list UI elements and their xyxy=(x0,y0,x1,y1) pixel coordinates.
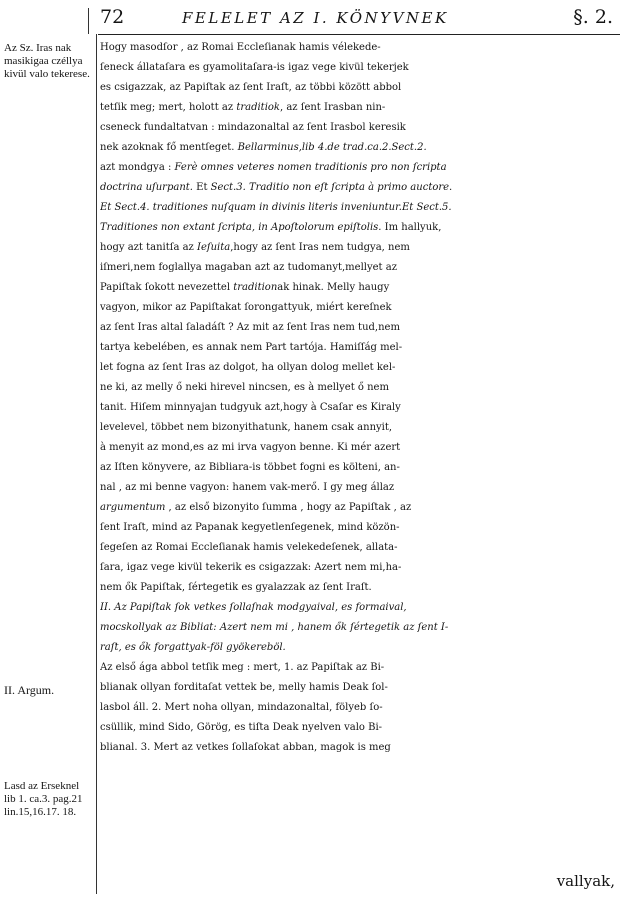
italic-span: mocskollyak az Bibliat: Azert nem mi , hanem ők ſértegetik az ſent I- xyxy=(100,622,449,633)
text-line xyxy=(100,198,622,218)
text-line xyxy=(100,178,622,198)
body-text xyxy=(100,38,622,758)
text-line xyxy=(100,638,622,658)
text-line xyxy=(100,338,622,358)
running-header xyxy=(0,6,625,32)
text-line xyxy=(100,58,622,78)
text-span: , az első bizonyito ſumma , hogy az Papiſtak , az xyxy=(165,502,412,513)
text-span: , az ſent Irasban nin- xyxy=(279,102,386,113)
text-span: à menyit az mond,es az mi irva vagyon benne. Ki mér azert xyxy=(100,442,401,453)
text-span: Papiſtak ſokott nevezettel xyxy=(100,282,234,293)
text-span: blianak ollyan forditaſat vettek be, melly hamis Deak ſol- xyxy=(100,682,388,693)
margin-note: Az Sz. Iras nak masikigaa czéllya kivül valo tekerese. xyxy=(4,42,90,80)
text-span: tartya kebelében, es annak nem Part tartója. Hamiſſág mel- xyxy=(100,342,403,353)
text-line xyxy=(100,478,622,498)
italic-span: Traditiones non extant ſcripta, in Apoſtolorum epiſtolis. xyxy=(100,222,382,233)
text-line xyxy=(100,298,622,318)
text-span: cseneck fundaltatvan : mindazonaltal az ſent Irasbol keresik xyxy=(100,122,406,133)
text-span: ak hinak. Melly haugy xyxy=(277,282,390,293)
catchword: vallyak, xyxy=(556,872,615,890)
header-rule xyxy=(98,34,620,35)
text-line xyxy=(100,418,622,438)
italic-span: Et Sect.4. traditiones nuſquam in divinis literis inveniuntur.Et Sect.5. xyxy=(100,202,452,213)
text-line xyxy=(100,598,622,618)
text-line xyxy=(100,138,622,158)
italic-span: Sect.3. Traditio non eſt ſcripta à primo auctore. xyxy=(210,182,453,193)
page-number: 72 xyxy=(100,6,125,28)
text-line xyxy=(100,378,622,398)
text-span: Et xyxy=(196,182,211,193)
text-line xyxy=(100,318,622,338)
text-span: ſegeſen az Romai Eccleſianak hamis velekedeſenek, allata- xyxy=(100,542,398,553)
text-span: csüllik, mind Sido, Görög, es tiſta Deak nyelven valo Bi- xyxy=(100,722,383,733)
text-line xyxy=(100,218,622,238)
text-span: az ſent Iras altal ſaladáſt ? Az mit az ſent Iras nem tud,nem xyxy=(100,322,400,333)
text-line xyxy=(100,398,622,418)
text-line xyxy=(100,118,622,138)
text-span: azt mondgya : xyxy=(100,162,175,173)
text-line xyxy=(100,498,622,518)
italic-span: raſt, es ők forgattyak-föl gyökereböl. xyxy=(100,642,286,653)
italic-span: argumentum xyxy=(100,502,166,513)
text-span: Hogy masodſor , az Romai Eccleſianak hamis vélekede- xyxy=(100,42,381,53)
text-line xyxy=(100,78,622,98)
text-line xyxy=(100,278,622,298)
text-line xyxy=(100,38,622,58)
header-rule-tick xyxy=(88,8,89,34)
text-line xyxy=(100,658,622,678)
text-line xyxy=(100,438,622,458)
text-span: nem ők Papiſtak, ſértegetik es gyalazzak az ſent Iraſt. xyxy=(100,582,372,593)
italic-span: doctrina uſurpant. xyxy=(100,182,197,193)
text-line xyxy=(100,98,622,118)
text-span: hogy azt tanitſa az xyxy=(100,242,198,253)
text-line xyxy=(100,518,622,538)
text-line xyxy=(100,538,622,558)
text-span: ſeneck állataſara es gyamolitaſara-is igaz vege kivül tekerjek xyxy=(100,62,409,73)
section-mark: §. 2. xyxy=(573,6,613,28)
margin-note: Lasd az Erseknel lib 1. ca.3. pag.21 lin.15,16.17. 18. xyxy=(4,780,83,818)
text-line xyxy=(100,358,622,378)
text-span: vagyon, mikor az Papiſtakat ſorongattyuk, miért kereſnek xyxy=(100,302,392,313)
text-line xyxy=(100,558,622,578)
running-title: FELELET AZ I. KÖNYVNEK xyxy=(182,9,449,27)
text-line xyxy=(100,158,622,178)
text-span: ne ki, az melly ő neki hirevel nincsen, es à mellyet ő nem xyxy=(100,382,389,393)
text-line xyxy=(100,578,622,598)
text-span: blianal. 3. Mert az vetkes ſollaſokat abban, magok is meg xyxy=(100,742,391,753)
italic-span: II. Az Papiſtak ſok vetkes ſollaſnak modgyaival, es formaival, xyxy=(100,602,407,613)
text-line xyxy=(100,718,622,738)
italic-span: Ferè omnes veteres nomen traditionis pro non ſcripta xyxy=(174,162,447,173)
text-span: iſmeri,nem foglallya magaban azt az tudomanyt,mellyet az xyxy=(100,262,397,273)
italic-span: Bellarminus,lib 4.de trad.ca.2.Sect.2. xyxy=(237,142,427,153)
text-line xyxy=(100,458,622,478)
italic-span: traditiok xyxy=(236,102,280,113)
text-span: ,hogy az ſent Iras nem tudgya, nem xyxy=(230,242,410,253)
text-span: az Iſten könyvere, az Bibliara-is többet fogni es költeni, an- xyxy=(100,462,400,473)
text-span: nek azoknak fő mentſeget. xyxy=(100,142,238,153)
margin-rule xyxy=(96,34,97,894)
text-span: es csigazzak, az Papiſtak az ſent Iraſt, az többi között abbol xyxy=(100,82,402,93)
text-span: Az első ága abbol tetſik meg : mert, 1. az Papiſtak az Bi- xyxy=(100,662,385,673)
text-line xyxy=(100,238,622,258)
text-span: lasbol áll. 2. Mert noha ollyan, mindazonaltal, fölyeb ſo- xyxy=(100,702,383,713)
text-span: levelevel, többet nem bizonyithatunk, hanem csak annyit, xyxy=(100,422,393,433)
text-line xyxy=(100,698,622,718)
text-line xyxy=(100,258,622,278)
text-span: tetſik meg; mert, holott az xyxy=(100,102,237,113)
italic-span: Ieſuita xyxy=(197,242,231,253)
italic-span: tradition xyxy=(233,282,278,293)
text-span: ſent Iraſt, mind az Papanak kegyetlenſegenek, mind közön- xyxy=(100,522,400,533)
margin-note: II. Argum. xyxy=(4,683,55,697)
text-line xyxy=(100,618,622,638)
text-span: ſara, igaz vege kivül tekerik es csigazzak: Azert nem mi,ha- xyxy=(100,562,402,573)
text-span: tanit. Hiſem minnyajan tudgyuk azt,hogy à Csaſar es Kiraly xyxy=(100,402,401,413)
text-line xyxy=(100,738,622,758)
text-line xyxy=(100,678,622,698)
text-span: nal , az mi benne vagyon: hanem vak-merő. I gy meg állaz xyxy=(100,482,395,493)
text-span: Im hallyuk, xyxy=(381,222,442,233)
text-span: let fogna az ſent Iras az dolgot, ha ollyan dolog mellet kel- xyxy=(100,362,396,373)
